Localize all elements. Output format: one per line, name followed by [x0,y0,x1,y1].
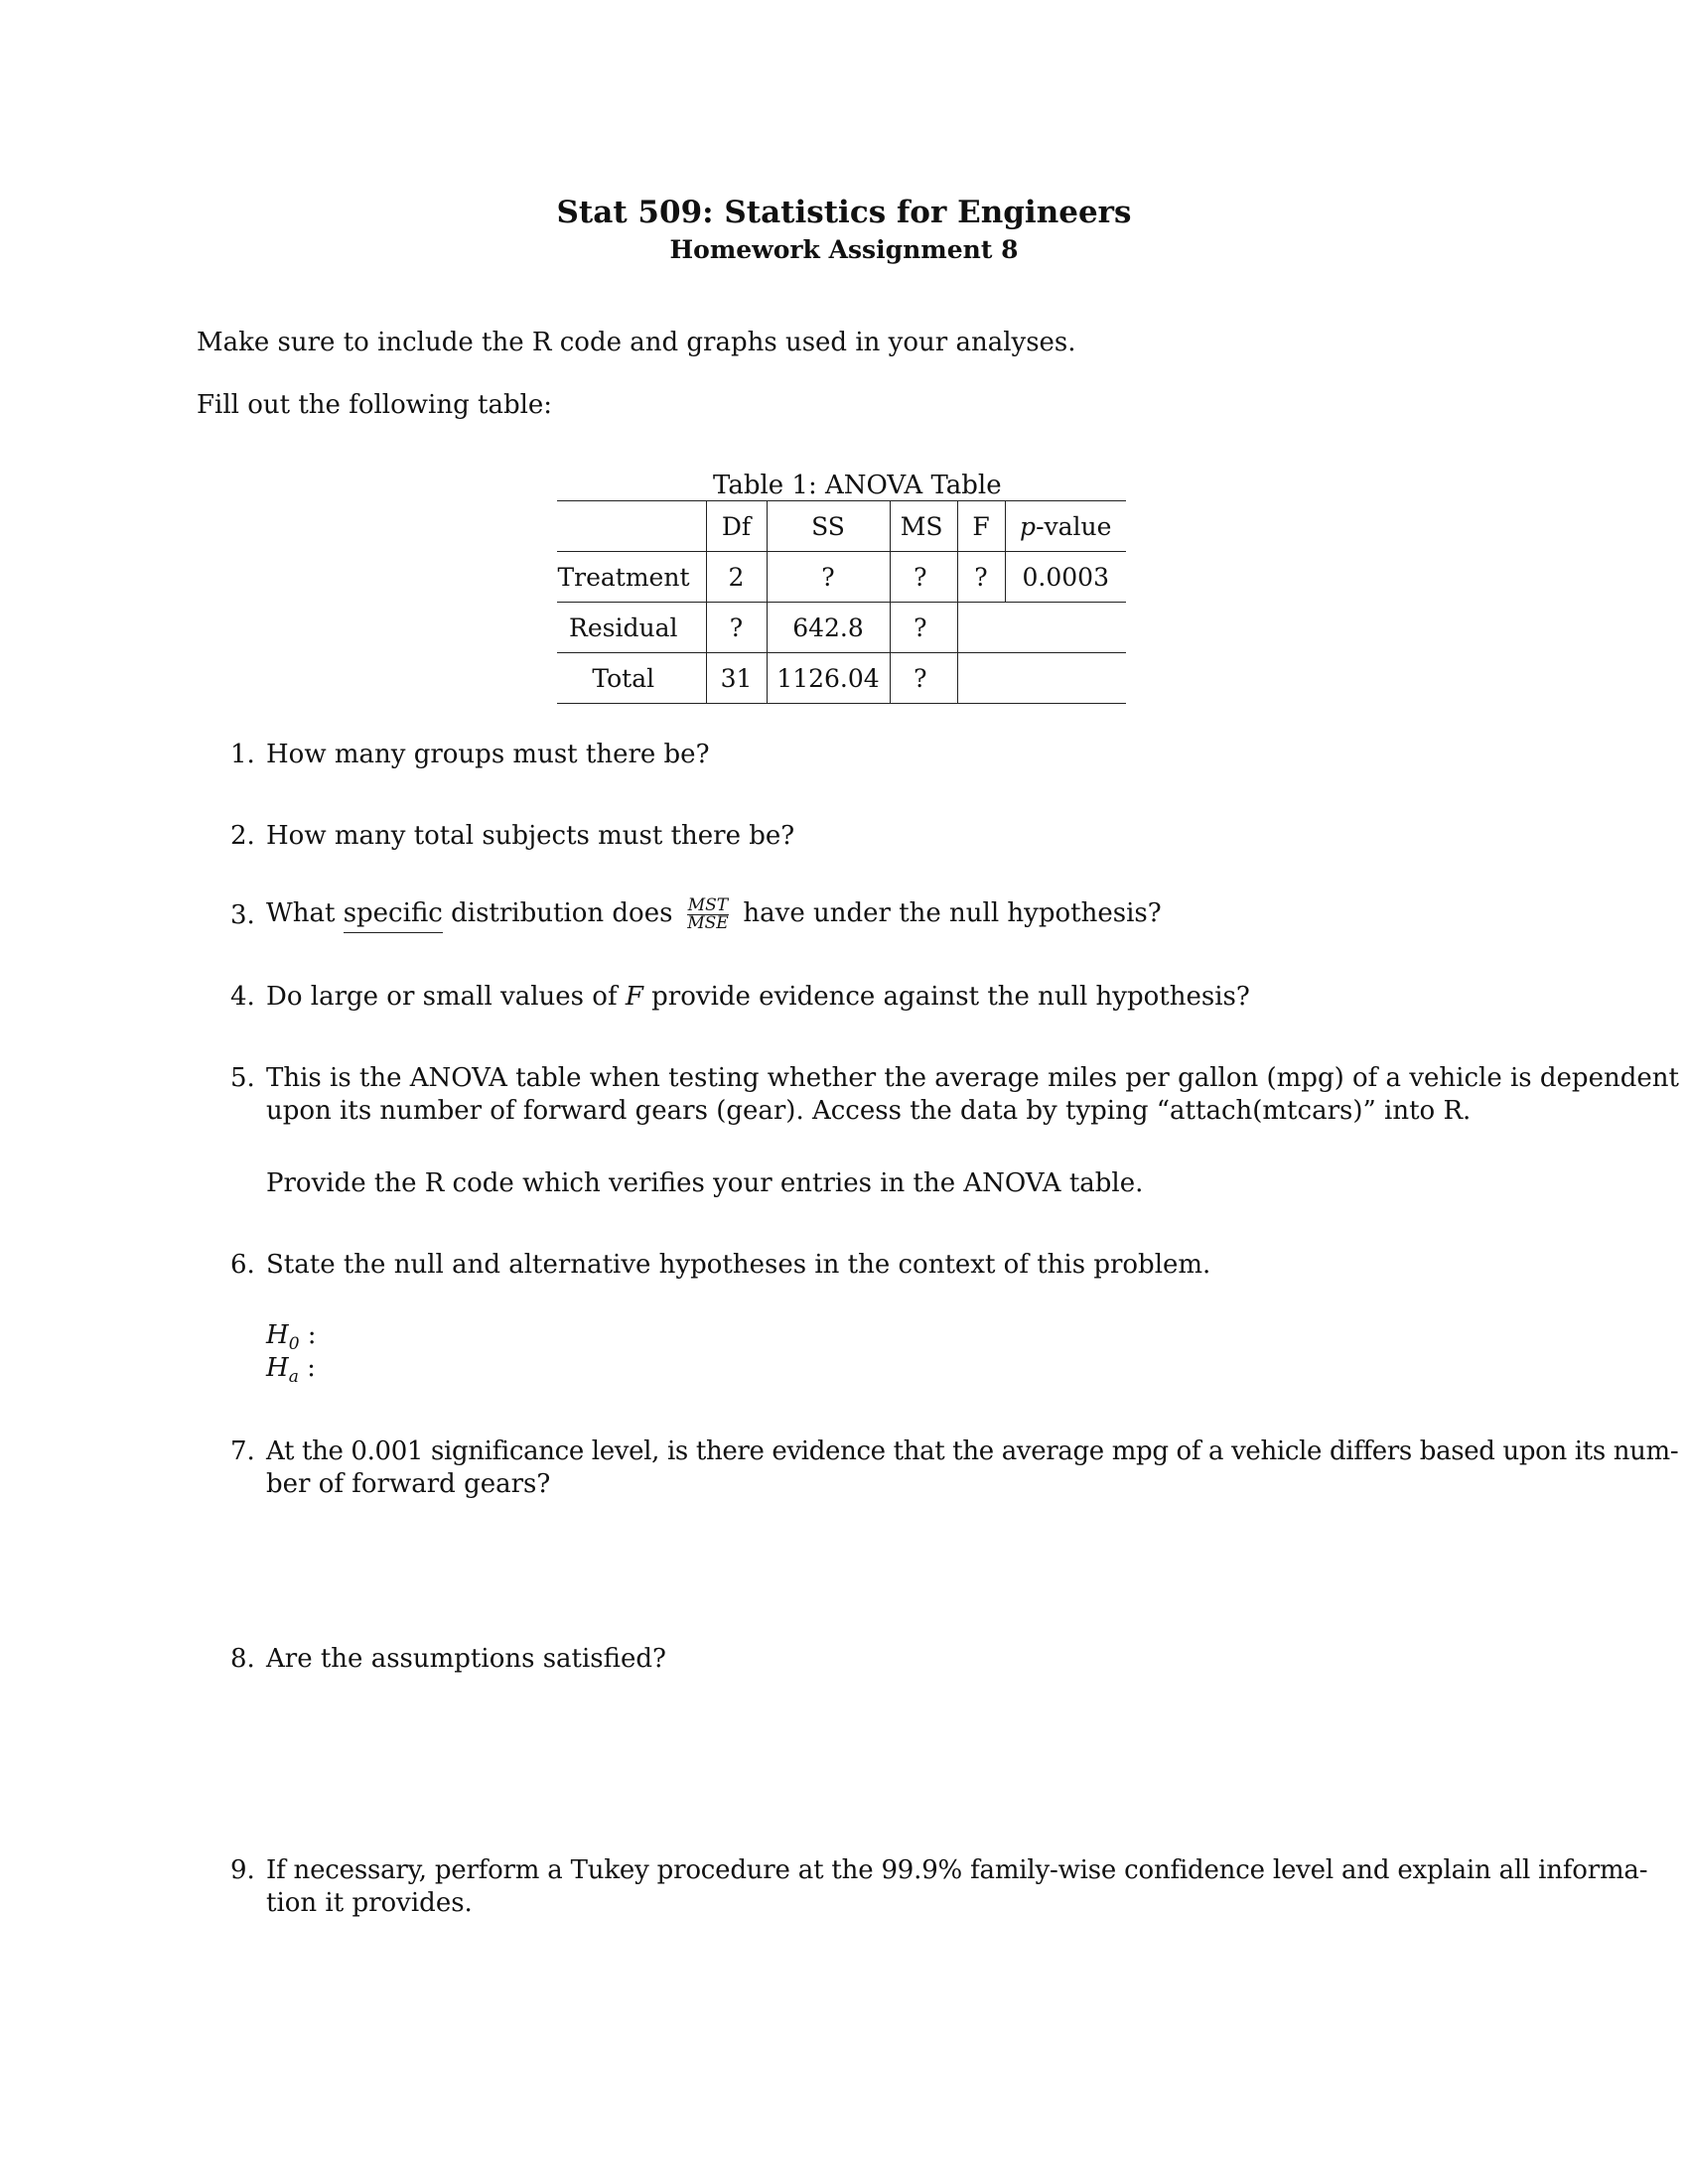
q3-pre: What [266,898,344,928]
anova-table [557,500,1126,704]
question-number: 5. [230,1063,255,1093]
fraction-numerator: MST [687,894,729,915]
cell-empty [957,603,1126,653]
cell-ms: ? [890,603,957,653]
cell-empty [957,653,1126,704]
ha-subscript: a [288,1367,299,1388]
question-text-line-3: Provide the R code which verifies your entries in the ANOVA table. [266,1168,1144,1198]
question-text-line-1: This is the ANOVA table when testing whether the average miles per gallon (mpg) of a vehicle is dependent [266,1063,1679,1093]
cell-df: 2 [706,552,767,603]
cell-ms: ? [890,653,957,704]
question-text-line-1: If necessary, perform a Tukey procedure at the 99.9% family-wise confidence level and explain all informa- [266,1855,1648,1885]
question-text [266,893,1162,933]
intro-instruction: Make sure to include the R code and graphs used in your analyses. [197,328,1076,357]
question-text: How many groups must there be? [266,740,710,769]
h0-letter: H [266,1320,289,1350]
document-subtitle: Homework Assignment 8 [669,235,1019,264]
fraction-denominator: MSE [687,912,729,933]
p-suffix: -value [1036,511,1112,541]
question-text-line-2: tion it provides. [266,1888,473,1918]
header-ms: MS [890,501,957,552]
table-row-residual [557,603,1126,653]
question-number: 4. [230,982,255,1012]
cell-df: ? [706,603,767,653]
cell-ms: ? [890,552,957,603]
question-text: Are the assumptions satisfied? [266,1644,666,1674]
table-row-treatment [557,552,1126,603]
question-text-line-2: upon its number of forward gears (gear). Access the data by typing “attach(mtcars)” into R. [266,1096,1472,1126]
question-number: 3. [230,900,255,930]
cell-ss: ? [767,552,890,603]
question-text-line-1: At the 0.001 significance level, is there evidence that the average mpg of a vehicle differs based upon its num- [266,1436,1679,1466]
cell-df: 31 [706,653,767,704]
document-title: Stat 509: Statistics for Engineers [556,195,1132,230]
q3-post: have under the null hypothesis? [735,898,1162,928]
cell-ss: 642.8 [767,603,890,653]
mst-mse-fraction [687,894,729,933]
question-text-line-2: ber of forward gears? [266,1469,551,1499]
header-df: Df [706,501,767,552]
q3-mid: distribution does [442,898,681,928]
question-text [266,982,1250,1012]
question-number: 1. [230,740,255,769]
header-f: F [957,501,1005,552]
header-ss: SS [767,501,890,552]
ha-letter: H [266,1353,289,1383]
cell-f: ? [957,552,1005,603]
cell-ss: 1126.04 [767,653,890,704]
table-caption: Table 1: ANOVA Table [713,471,1002,500]
q4-variable: F [625,982,643,1012]
ha-colon: : [307,1353,316,1383]
question-number: 2. [230,821,255,851]
row-label: Residual [557,603,706,653]
alternative-hypothesis-label [266,1353,316,1387]
question-text: State the null and alternative hypotheses in the context of this problem. [266,1250,1211,1280]
null-hypothesis-label [266,1320,317,1354]
header-p-value [1005,501,1126,552]
header-blank [557,501,706,552]
q4-post: provide evidence against the null hypothesis? [642,982,1250,1012]
table-row-total [557,653,1126,704]
question-number: 6. [230,1250,255,1280]
q4-pre: Do large or small values of [266,982,626,1012]
h0-subscript: 0 [288,1334,300,1355]
question-number: 7. [230,1436,255,1466]
p-italic: p [1020,511,1037,541]
question-text: How many total subjects must there be? [266,821,795,851]
question-number: 8. [230,1644,255,1674]
question-number: 9. [230,1855,255,1885]
row-label: Treatment [557,552,706,603]
cell-p: 0.0003 [1005,552,1126,603]
row-label: Total [557,653,706,704]
intro-fill-table: Fill out the following table: [197,390,553,420]
q3-underlined-word: specific [344,898,443,933]
table-header-row [557,501,1126,552]
h0-colon: : [307,1320,317,1350]
